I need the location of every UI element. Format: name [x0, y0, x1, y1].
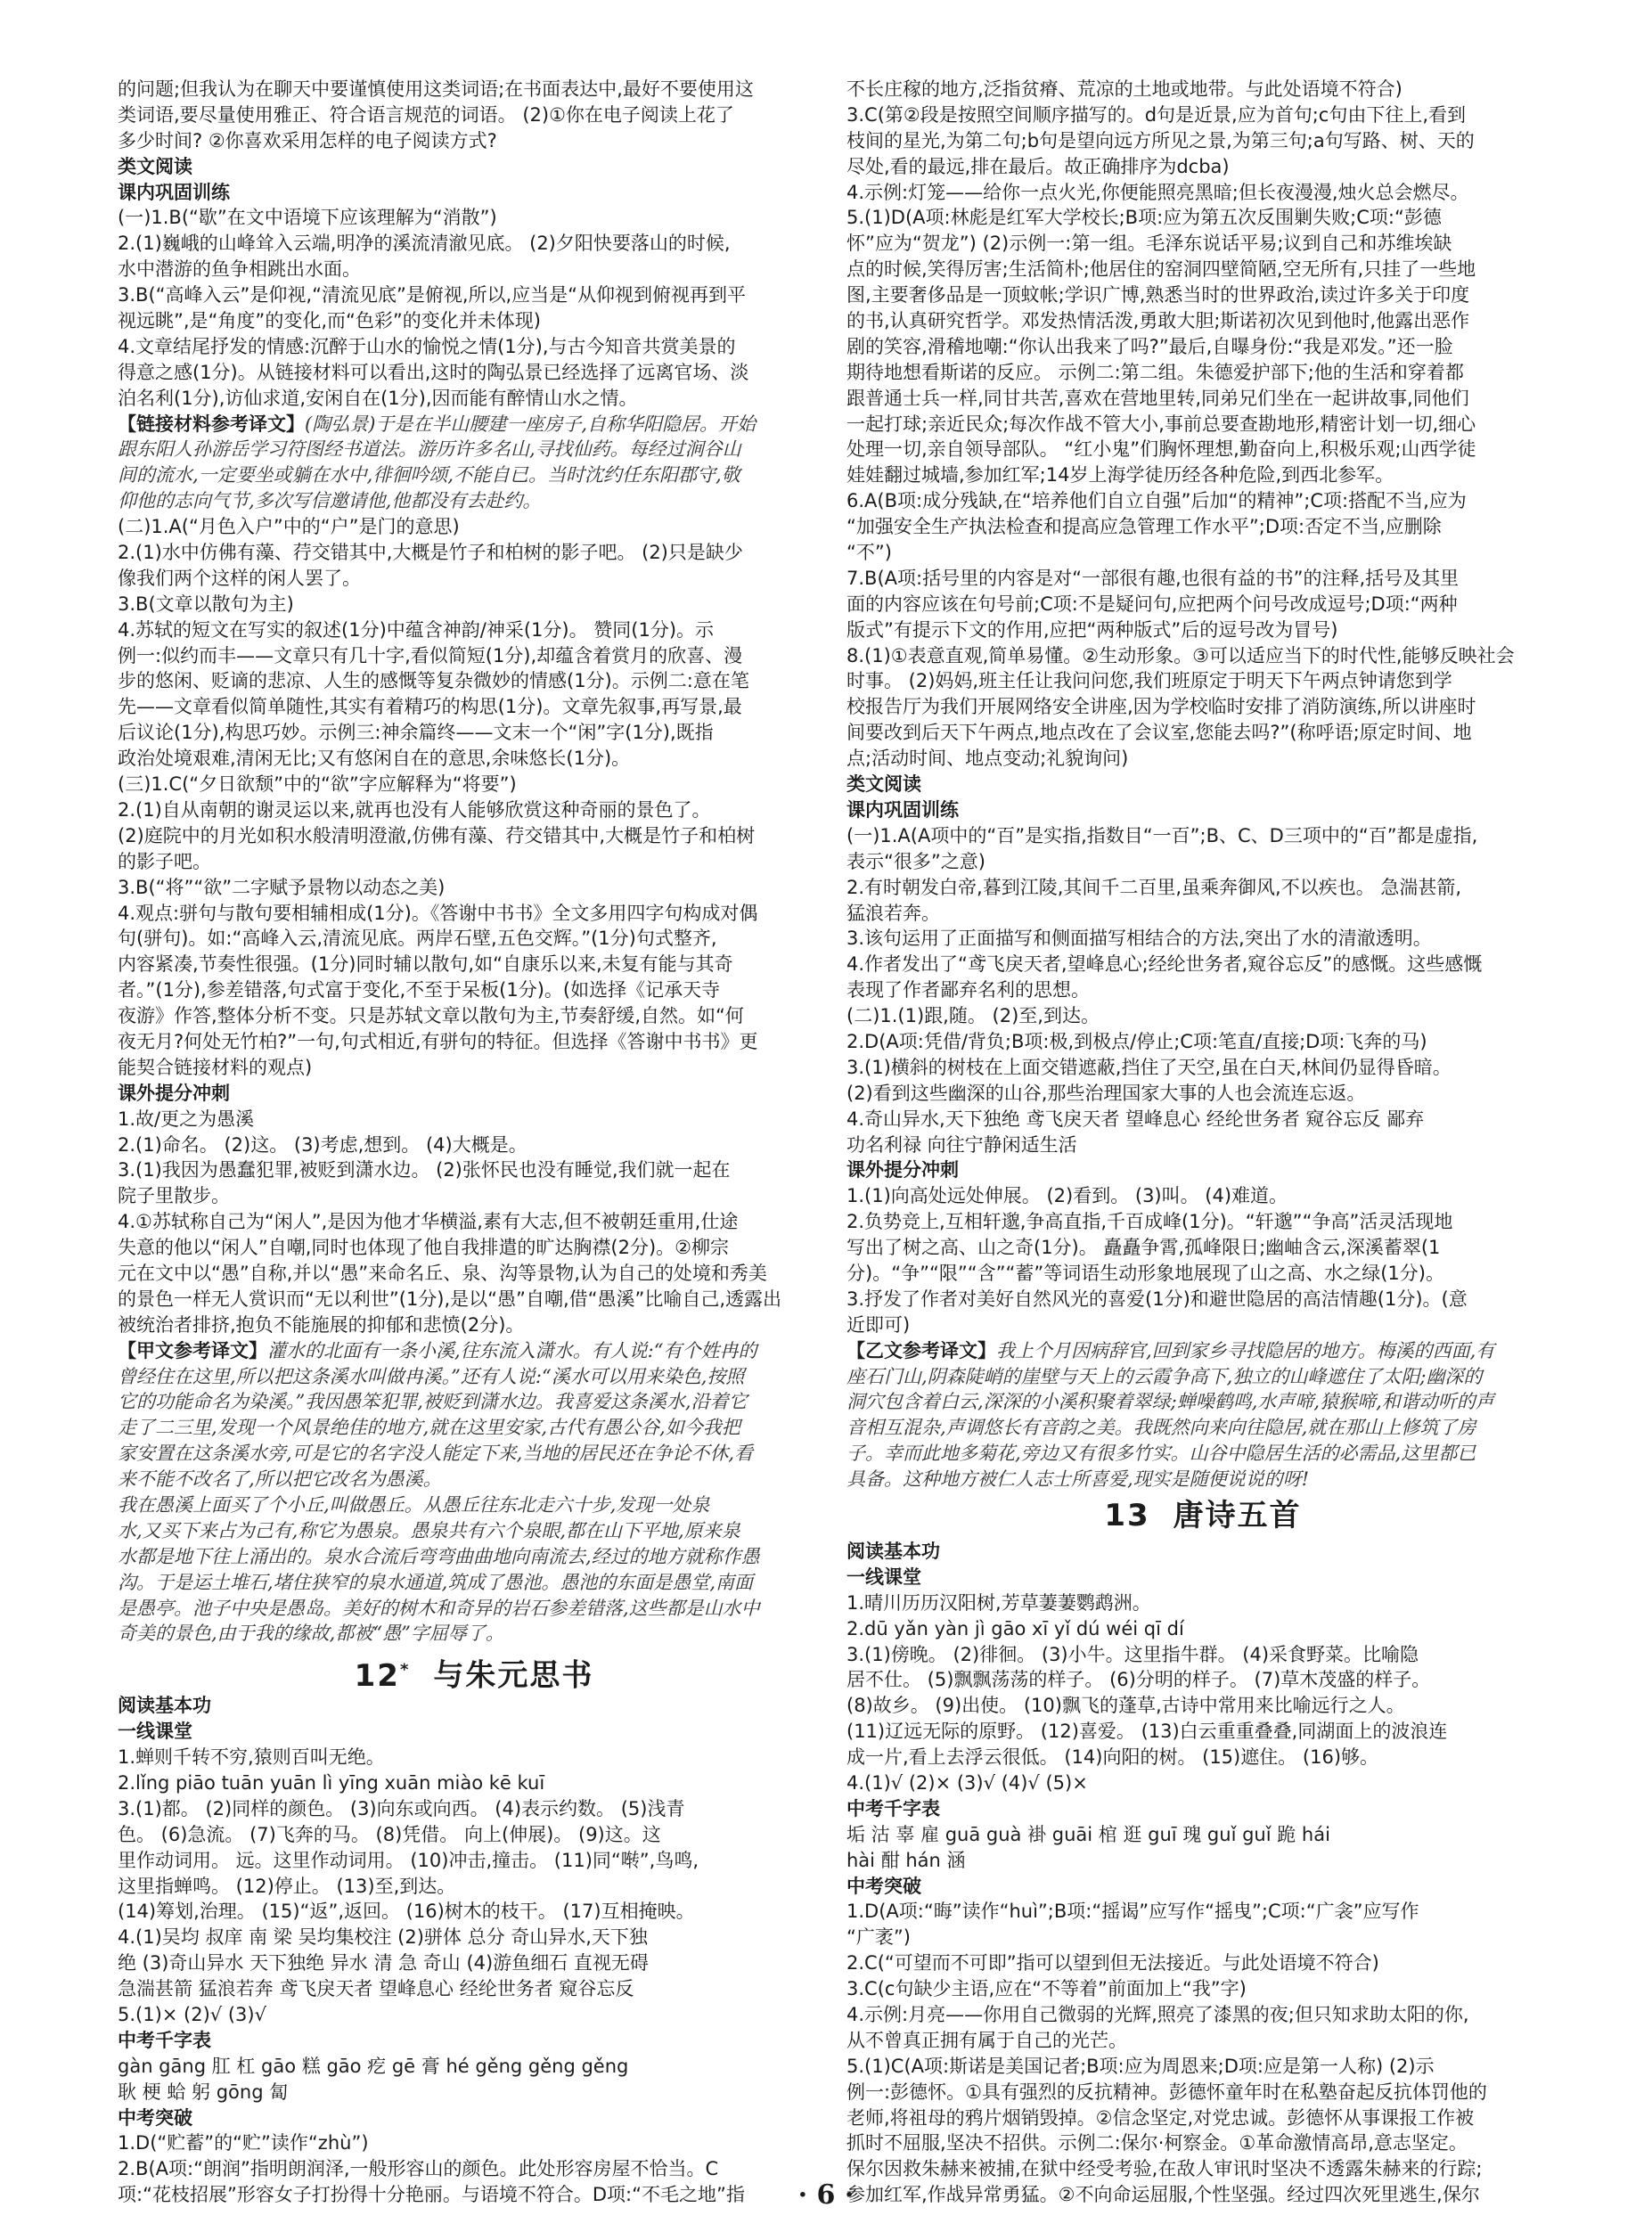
answer-line: 院子里散步。	[118, 1185, 230, 1207]
translation-line: 【乙文参考译文】我上个月因病辞官,回到家乡寻找隐居的地方。梅溪的西面,有	[846, 1339, 1495, 1361]
translation-label: 【甲文参考译文】	[118, 1339, 267, 1361]
answer-line: 成一片,看上去浮云很低。 (14)向阳的树。 (15)遮住。 (16)够。	[846, 1746, 1379, 1769]
answer-line: 近即可)	[846, 1313, 911, 1336]
answer-line: 3.B(“将”“欲”二字赋予景物以动态之美)	[118, 876, 446, 898]
answer-line: 1.(1)向高处远处伸展。 (2)看到。 (3)叫。 (4)难道。	[846, 1185, 1288, 1207]
answer-line: 从不曾真正拥有属于自己的光芒。	[846, 2029, 1127, 2051]
translation-line: 【甲文参考译文】灌水的北面有一条小溪,往东流入潇水。有人说:“有个姓冉的	[118, 1339, 757, 1361]
answer-line: 写出了树之高、山之奇(1分)。 矗矗争霄,孤峰限日;幽岫含云,深溪蓄翠(1	[846, 1237, 1441, 1259]
answer-line: 的景色一样无人赏识而“无以利世”(1分),是以“愚”自嘲,借“愚溪”比喻自己,透露出	[118, 1288, 782, 1310]
answer-line: 后议论(1分),构思巧妙。示例三:神余篇终——文末一个“闲”字(1分),既指	[118, 722, 714, 744]
translation-line: 家安置在这条溪水旁,可是它的名字没人能定下来,当地的居民还在争论不休,看	[118, 1443, 754, 1465]
answer-line: 娃娃翻过城墙,参加红军;14岁上海学徒历经各种危险,到西北参军。	[846, 464, 1394, 486]
lesson-title	[118, 1647, 830, 1693]
answer-line: 4.①苏轼称自己为“闲人”,是因为他才华横溢,素有大志,但不被朝廷重用,仕途	[118, 1211, 739, 1233]
answer-line: 色。 (6)急流。 (7)飞奔的马。 (8)凭借。 向上(伸展)。 (9)这。这	[118, 1823, 661, 1845]
section-heading: 课外提分冲刺	[846, 1159, 959, 1181]
answer-line: 功名利禄 向往宁静闲适生活	[846, 1133, 1077, 1156]
answer-line: 图,主要奢侈品是一顶蚊帐;学识广博,熟悉当时的世界政治,读过许多关于印度	[846, 284, 1470, 307]
lesson-heading: 与朱元思书	[433, 1657, 594, 1694]
lesson-number: 13	[1104, 1497, 1150, 1533]
translation-line: 走了二三里,发现一个风景绝佳的地方,就在这里安家,古代有愚公谷,如今我把	[118, 1417, 740, 1439]
answer-line: “加强安全生产执法检查和提高应急管理工作水平”;D项:否定不当,应删除	[846, 516, 1442, 538]
answer-line: 校报告厅为我们开展网络安全讲座,因为学校临时安排了消防演练,所以讲座时	[846, 696, 1476, 718]
answer-line: 怀”应为“贺龙”) (2)示例一:第一组。毛泽东说话平易;议到自己和苏维埃缺	[846, 233, 1452, 255]
lesson-heading: 唐诗五首	[1173, 1497, 1302, 1533]
answer-line: 政治处境艰难,清闲无比;又有悠闲自在的意思,余味悠长(1分)。	[118, 748, 631, 770]
answer-line: 泊名利(1分),访仙求道,安闲自在(1分),因而能有醉情山水之情。	[118, 387, 638, 409]
answer-line: 项:“花枝招展”形容女子打扮得十分艳丽。与语境不符合。D项:“不毛之地”指	[118, 2184, 745, 2206]
section-heading: 阅读基本功	[118, 1695, 211, 1717]
answer-line: 1.D(A项:“晦”读作“huì”;B项:“摇谒”应写作“摇曳”;C项:“广衾”应写作	[846, 1901, 1419, 1923]
answer-line: 时事。 (2)妈妈,班主任让我问问您,我们班原定于明天下午两点钟请您到学	[846, 670, 1452, 692]
answer-line: 5.(1)C(A项:斯诺是美国记者;B项:应为周恩来;D项:应是第一人称) (2)示	[846, 2055, 1435, 2077]
answer-line: 2.负势竞上,互相轩邈,争高直指,千百成峰(1分)。“轩邈”“争高”活灵活现地	[846, 1211, 1453, 1233]
answer-line: 3.该句运用了正面描写和侧面描写相结合的方法,突出了水的清澈透明。	[846, 928, 1432, 950]
lesson-number: 12*	[354, 1657, 411, 1694]
answer-line: 2.(1)命名。 (2)这。 (3)考虑,想到。 (4)大概是。	[118, 1133, 527, 1156]
answer-line: 2.C(“可望而不可即”指可以望到但无法接近。与此处语境不符合)	[846, 1952, 1379, 1974]
answer-line: 得意之感(1分)。从链接材料可以看出,这时的陶弘景已经选择了远离官场、淡	[118, 361, 749, 383]
answer-line: (二)1.A(“月色入户”中的“户”是门的意思)	[118, 516, 460, 538]
answer-line: 2.有时朝发白帝,暮到江陵,其间千二百里,虽乘奔御风,不以疾也。 急湍甚箭,	[846, 876, 1462, 898]
translation-line: 间的流水,一定要坐或躺在水中,徘徊吟颂,不能自已。当时沈约任东阳郡守,敬	[118, 464, 740, 486]
translation-line: 仰他的志向气节,多次写信邀请他,他都没有去赴约。	[118, 490, 542, 512]
translation-line: 水,又买下来占为己有,称它为愚泉。愚泉共有六个泉眼,都在山下平地,原来泉	[118, 1519, 740, 1541]
left-column	[118, 77, 830, 2208]
answer-line: 2.(1)巍峨的山峰耸入云端,明净的溪流清澈见底。 (2)夕阳快要落山的时候,	[118, 233, 731, 255]
answer-line: 间要改到后天下午两点,地点改在了会议室,您能去吗?”(称呼语;原定时间、地	[846, 722, 1472, 744]
section-heading: 中考突破	[118, 2106, 192, 2129]
translation-line: 来不能不改名了,所以把它改名为愚溪。	[118, 1468, 442, 1491]
answer-line: “不”)	[846, 542, 892, 564]
section-heading: 课外提分冲刺	[118, 1082, 230, 1104]
translation-line: 奇美的景色,由于我的缘故,都被“愚”字屈辱了。	[118, 1623, 504, 1645]
answer-line: hài 酣 hán 涵	[846, 1849, 966, 1871]
answer-line: 4.作者发出了“鸢飞戾天者,望峰息心;经纶世务者,窥谷忘反”的感慨。这些感慨	[846, 953, 1483, 976]
answer-line: 先——文章看似简单随性,其实有着精巧的构思(1分)。文章先叙事,再写景,最	[118, 696, 742, 718]
answer-line: 居不仕。 (5)飘飘荡荡的样子。 (6)分明的样子。 (7)草木茂盛的样子。	[846, 1669, 1431, 1691]
answer-line: 尽处,看的最远,排在最后。故正确排序为dcba)	[846, 155, 1230, 177]
translation-line: 【链接材料参考译文】(陶弘景)于是在半山腰建一座房子,自称华阳隐居。开始	[118, 413, 756, 435]
answer-line: 处理一切,亲自领导部队。 “红小鬼”们胸怀理想,勤奋向上,积极乐观;山西学徒	[846, 438, 1476, 461]
answer-line: 5.(1)D(A项:林彪是红军大学校长;B项:应为第五次反围剿失败;C项:“彭德	[846, 207, 1442, 229]
answer-line: 4.奇山异水,天下独绝 鸢飞戾天者 望峰息心 经纶世务者 窥谷忘反 鄙弃	[846, 1108, 1425, 1130]
translation-line: 座石门山,阴森陡峭的崖壁与天上的云霞争高下,独立的山峰遮住了太阳;幽深的	[846, 1365, 1483, 1387]
section-heading: 课内巩固训练	[846, 798, 959, 821]
answer-line: 3.C(c句缺少主语,应在“不等着”前面加上“我”字)	[846, 1978, 1247, 2000]
answer-line: 2.B(A项:“朗润”指明朗润泽,一般形容山的颜色。此处形容房屋不恰当。C	[118, 2158, 719, 2180]
answer-line: 例一:似约而丰——文章只有几十字,看似简短(1分),却蕴含着赏月的欣喜、漫	[118, 644, 743, 666]
section-heading: 类文阅读	[846, 773, 921, 796]
answer-line: 4.(1)√ (2)× (3)√ (4)√ (5)×	[846, 1772, 1088, 1794]
answer-line: 类词语,要尽量使用雅正、符合语言规范的词语。 (2)①你在电子阅读上花了	[118, 103, 734, 126]
section-heading: 一线课堂	[118, 1721, 192, 1743]
answer-line: 表现了作者鄙弃名利的思想。	[846, 979, 1090, 1002]
right-column	[846, 77, 1559, 2208]
answer-line: 一起打球;亲近民众;每次作战不管大小,事前总要查勘地形,精密计划一切,细心	[846, 413, 1476, 435]
answer-line: 3.(1)都。 (2)同样的颜色。 (3)向东或向西。 (4)表示约数。 (5)浅青	[118, 1797, 685, 1819]
translation-line: 曾经住在这里,所以把这条溪水叫做冉溪。”还有人说:“溪水可以用来染色,按照	[118, 1365, 745, 1387]
translation-line: 子。幸而此地多菊花,旁边又有很多竹实。山谷中隐居生活的必需品,这里都已	[846, 1443, 1476, 1465]
translation-line: 我在愚溪上面买了个小丘,叫做愚丘。从愚丘往东北走六十步,发现一处泉	[118, 1493, 710, 1516]
answer-line: 2.D(A项:凭借/背负;B项:极,到极点/停止;C项:笔直/直接;D项:飞奔的马)	[846, 1030, 1427, 1052]
answer-line: 垢 沽 辜 雇 guā guà 褂 guāi 棺 逛 guī 瑰 guǐ guǐ 跪 hái	[846, 1823, 1330, 1845]
answer-line: 的影子吧。	[118, 850, 211, 872]
answer-line: 1.故/更之为愚溪	[118, 1108, 255, 1130]
answer-line: 句(骈句)。如:“高峰入云,清流见底。两岸石壁,五色交辉。”(1分)句式整齐,	[118, 928, 717, 950]
answer-line: 3.B(“高峰入云”是仰视,“清流见底”是俯视,所以,应当是“从仰视到俯视再到平	[118, 284, 747, 307]
answer-line: 2.(1)自从南朝的谢灵运以来,就再也没有人能够欣赏这种奇丽的景色了。	[118, 798, 711, 821]
answer-line: (二)1.(1)跟,随。 (2)至,到达。	[846, 1005, 1100, 1027]
answer-line: 多少时间? ②你喜欢采用怎样的电子阅读方式?	[118, 129, 497, 151]
answer-line: 4.示例:月亮——你用自己微弱的光辉,照亮了漆黑的夜;但只知求助太阳的你,	[846, 2004, 1469, 2026]
answer-line: 老师,将祖母的鸦片烟销毁掉。②信念坚定,对党忠诚。彭德怀从事课报工作被	[846, 2106, 1475, 2129]
section-heading: 课内巩固训练	[118, 181, 230, 203]
answer-line: 4.观点:骈句与散句要相辅相成(1分)。《答谢中书书》全文多用四字句构成对偶	[118, 902, 758, 924]
answer-line: 抓时不屈服,坚决不招供。示例二:保尔·柯察金。①革命激情高昂,意志坚定。	[846, 2132, 1468, 2154]
answer-line: 夜无月?何处无竹柏?”一句,句式相近,有骈句的特征。但选择《答谢中书书》更	[118, 1030, 758, 1052]
answer-line: 2.(1)水中仿佛有藻、荇交错其中,大概是竹子和柏树的影子吧。 (2)只是缺少	[118, 542, 743, 564]
answer-line: 夜游》作答,整体分析不变。只是苏轼文章以散句为主,节奏舒缓,自然。如“何	[118, 1005, 744, 1027]
answer-line: 枝间的星光,为第二句;b句是望向远方所见之景,为第三句;a句写路、树、天的	[846, 129, 1475, 151]
answer-line: 点;活动时间、地点变动;礼貌询问)	[846, 748, 1129, 770]
translation-line: 跟东阳人孙游岳学习符图经书道法。游历许多名山,寻找仙药。每经过涧谷山	[118, 438, 741, 461]
answer-line: 4.示例:灯笼——给你一点火光,你便能照亮黑暗;但长夜漫漫,烛火总会燃尽。	[846, 181, 1469, 203]
answer-line: 3.抒发了作者对美好自然风光的喜爱(1分)和避世隐居的高洁情趣(1分)。(意	[846, 1288, 1468, 1310]
translation-label: 【链接材料参考译文】	[118, 413, 305, 435]
answer-line: 不长庄稼的地方,泛指贫瘠、荒凉的土地或地带。与此处语境不符合)	[846, 78, 1403, 100]
section-heading: 阅读基本功	[846, 1540, 940, 1562]
answer-line: 7.B(A项:括号里的内容是对“一部很有趣,也很有益的书”的注释,括号及其里	[846, 567, 1460, 589]
answer-line: “广袤”)	[846, 1926, 911, 1949]
answer-line: (一)1.A(A项中的“百”是实指,指数目“一百”;B、C、D三项中的“百”都是虚指,	[846, 824, 1478, 846]
lesson-title	[846, 1492, 1559, 1539]
answer-line: 5.(1)× (2)√ (3)√	[118, 2004, 266, 2026]
answer-line: 2.lǐng piāo tuān yuān lì yīng xuān miào kē kuī	[118, 1772, 545, 1794]
answer-line: 保尔因救朱赫来被捕,在狱中经受考验,在敌人审讯时坚决不透露朱赫来的行踪;	[846, 2158, 1483, 2180]
answer-line: 水中潜游的鱼争相跳出水面。	[118, 258, 361, 281]
answer-line: 步的悠闲、贬谪的悲凉、人生的感慨等复杂微妙的情感(1分)。示例二:意在笔	[118, 670, 749, 692]
answer-line: 6.A(B项:成分残缺,在“培养他们自立自强”后加“的精神”;C项:搭配不当,应为	[846, 490, 1467, 512]
translation-line: 音相互混杂,声调悠长有音韵之美。我既然向来向往隐居,就在那山上修筑了房	[846, 1417, 1476, 1439]
answer-line: 绝 (3)奇山异水 天下独绝 异水 清 急 奇山 (4)游鱼细石 直视无碍	[118, 1952, 649, 1974]
page-number: · 6 ·	[797, 2179, 855, 2211]
translation-line: 洞穴包含着白云,深深的小溪积聚着翠绿;蝉噪鹤鸣,水声啼,猿猴啼,和谐动听的声	[846, 1391, 1494, 1413]
answer-line: 猛浪若奔。	[846, 902, 940, 924]
answer-line: (14)筹划,治理。 (15)“返”,返回。 (16)树木的枝干。 (17)互相掩映。	[118, 1901, 695, 1923]
answer-line: 能契合链接材料的观点)	[118, 1056, 313, 1078]
answer-line: 1.D(“贮蓄”的“贮”读作“zhù”)	[118, 2132, 369, 2154]
section-heading: 类文阅读	[118, 155, 192, 177]
answer-line: (一)1.B(“歇”在文中语境下应该理解为“消散”)	[118, 207, 497, 229]
answer-line: 例一:彭德怀。①具有强烈的反抗精神。彭德怀童年时在私塾奋起反抗体罚他的	[846, 2081, 1487, 2103]
answer-line: 3.(1)我因为愚蠢犯罪,被贬到潇水边。 (2)张怀民也没有睡觉,我们就一起在	[118, 1159, 731, 1181]
answer-line: 像我们两个这样的闲人罢了。	[118, 567, 361, 589]
answer-line: 1.晴川历历汉阳树,芳草萋萋鹦鹉洲。	[846, 1591, 1151, 1614]
answer-line: 1.蝉则千转不穷,猿则百叫无绝。	[118, 1746, 385, 1769]
answer-line: 的书,认真研究哲学。邓发热情活泼,勇敢大胆;斯诺初次见到他时,他露出恶作	[846, 310, 1470, 332]
answer-line: 期待地想看斯诺的反应。 示例二:第二组。朱德爱护部下;他的生活和穿着都	[846, 361, 1464, 383]
answer-line: 内容紧凑,节奏性很强。(1分)同时辅以散句,如“自康乐以来,未复有能与其奇	[118, 953, 733, 976]
answer-line: (11)辽远无际的原野。 (12)喜爱。 (13)白云重重叠叠,同湖面上的波浪连	[846, 1721, 1448, 1743]
answer-line: 视远眺”,是“角度”的变化,而“色彩”的变化并未体现)	[118, 310, 541, 332]
answer-line: 3.(1)傍晚。 (2)徘徊。 (3)小牛。这里指牛群。 (4)采食野菜。比喻隐	[846, 1643, 1419, 1665]
translation-line: 具备。这种地方被仁人志士所喜爱,现实是随便说说的呀!	[846, 1468, 1310, 1491]
answer-line: 者。”(1分),参差错落,句式富于变化,不至于呆板(1分)。(如选择《记承天寺	[118, 979, 721, 1002]
answer-line: 参加红军,作战异常勇猛。②不向命运屈服,个性坚强。经过四次死里逃生,保尔	[846, 2184, 1480, 2206]
answer-line: 跟普通士兵一样,同甘共苦,喜欢在营地里转,同弟兄们坐在一起讲故事,同他们	[846, 387, 1469, 409]
answer-line: 版式”有提示下文的作用,应把“两种版式”后的逗号改为冒号)	[846, 618, 1338, 641]
answer-line: 这里指蝉鸣。 (12)停止。 (13)至,到达。	[118, 1875, 456, 1897]
answer-line: 耿 梗 蛤 躬 gōng 匐	[118, 2081, 289, 2103]
answer-line: 剧的笑容,滑稽地嘲:“你认出我来了吗?”最后,自曝身份:“我是邓发。”还一脸	[846, 335, 1453, 357]
translation-line: 是愚亭。池子中央是愚岛。美好的树木和奇异的岩石参差错落,这些都是山水中	[118, 1597, 760, 1619]
translation-line: 沟。于是运土堆石,堵住狭窄的泉水通道,筑成了愚池。愚池的东面是愚堂,南面	[118, 1571, 754, 1593]
translation-line: 水都是地下往上涌出的。泉水合流后弯弯曲曲地向南流去,经过的地方就称作愚	[118, 1545, 760, 1567]
answer-line: 分)。“争”“限”“含”“蓄”等词语生动形象地展现了山之高、水之绿(1分)。	[846, 1262, 1444, 1284]
answer-line: (8)故乡。 (9)出使。 (10)飘飞的蓬草,古诗中常用来比喻远行之人。	[846, 1695, 1405, 1717]
answer-line: 面的内容应该在句号前;C项:不是疑问句,应把两个问号改成逗号;D项:“两种	[846, 593, 1458, 615]
answer-line: (2)看到这些幽深的山谷,那些治理国家大事的人也会流连忘返。	[846, 1082, 1366, 1104]
answer-line: 8.(1)①表意直观,简单易懂。②生动形象。③可以适应当下的时代性,能够反映社会	[846, 644, 1515, 666]
answer-line: 3.(1)横斜的树枝在上面交错遮蔽,挡住了天空,虽在白天,林间仍显得昏暗。	[846, 1056, 1452, 1078]
translation-label: 【乙文参考译文】	[846, 1339, 996, 1361]
answer-line: 4.文章结尾抒发的情感:沉醉于山水的愉悦之情(1分),与古今知音共赏美景的	[118, 335, 736, 357]
answer-line: (2)庭院中的月光如积水般清明澄澈,仿佛有藻、荇交错其中,大概是竹子和柏树	[118, 824, 756, 846]
section-heading: 中考突破	[846, 1875, 921, 1897]
answer-line: 的问题;但我认为在聊天中要谨慎使用这类词语;在书面表达中,最好不要使用这	[118, 78, 754, 100]
section-heading: 中考千字表	[846, 1797, 940, 1819]
answer-line: (三)1.C(“夕日欲颓”中的“欲”字应解释为“将要”)	[118, 773, 517, 796]
answer-line: 元在文中以“愚”自称,并以“愚”来命名丘、泉、沟等景物,认为自己的处境和秀美	[118, 1262, 767, 1284]
answer-line: 里作动词用。 远。这里作动词用。 (10)冲击,撞击。 (11)同“啭”,鸟鸣,	[118, 1849, 699, 1871]
answer-line: 4.苏轼的短文在写实的叙述(1分)中蕴含神韵/神采(1分)。 赞同(1分)。示	[118, 618, 715, 641]
answer-line: 3.B(文章以散句为主)	[118, 593, 294, 615]
translation-line: 它的功能命名为染溪。”我因愚笨犯罪,被贬到潇水边。我喜爱这条溪水,沿着它	[118, 1391, 748, 1413]
answer-line: 点的时候,笑得厉害;生活简朴;他居住的窑洞四壁简陋,空无所有,只挂了一些地	[846, 258, 1476, 281]
answer-line: 被统治者排挤,抱负不能施展的抑郁和悲愤(2分)。	[118, 1313, 525, 1336]
answer-line: 失意的他以“闲人”自嘲,同时也体现了他自我排遣的旷达胸襟(2分)。②柳宗	[118, 1237, 730, 1259]
answer-line: gàn gāng 肛 杠 gāo 糕 gāo 疙 gē 膏 hé gěng gěng gěng	[118, 2055, 629, 2077]
answer-line: 3.C(第②段是按照空间顺序描写的。d句是近景,应为首句;c句由下往上,看到	[846, 103, 1467, 126]
answer-line: 2.dū yǎn yàn jì gāo xī yǐ dú wéi qī dí	[846, 1617, 1184, 1639]
section-heading: 中考千字表	[118, 2029, 211, 2051]
answer-line: 表示“很多”之意)	[846, 850, 985, 872]
section-heading: 一线课堂	[846, 1566, 921, 1588]
answer-line: 急湍甚箭 猛浪若奔 鸢飞戾天者 望峰息心 经纶世务者 窥谷忘反	[118, 1978, 634, 2000]
answer-line: 4.(1)吴均 叔庠 南 梁 吴均集校注 (2)骈体 总分 奇山异水,天下独	[118, 1926, 648, 1949]
